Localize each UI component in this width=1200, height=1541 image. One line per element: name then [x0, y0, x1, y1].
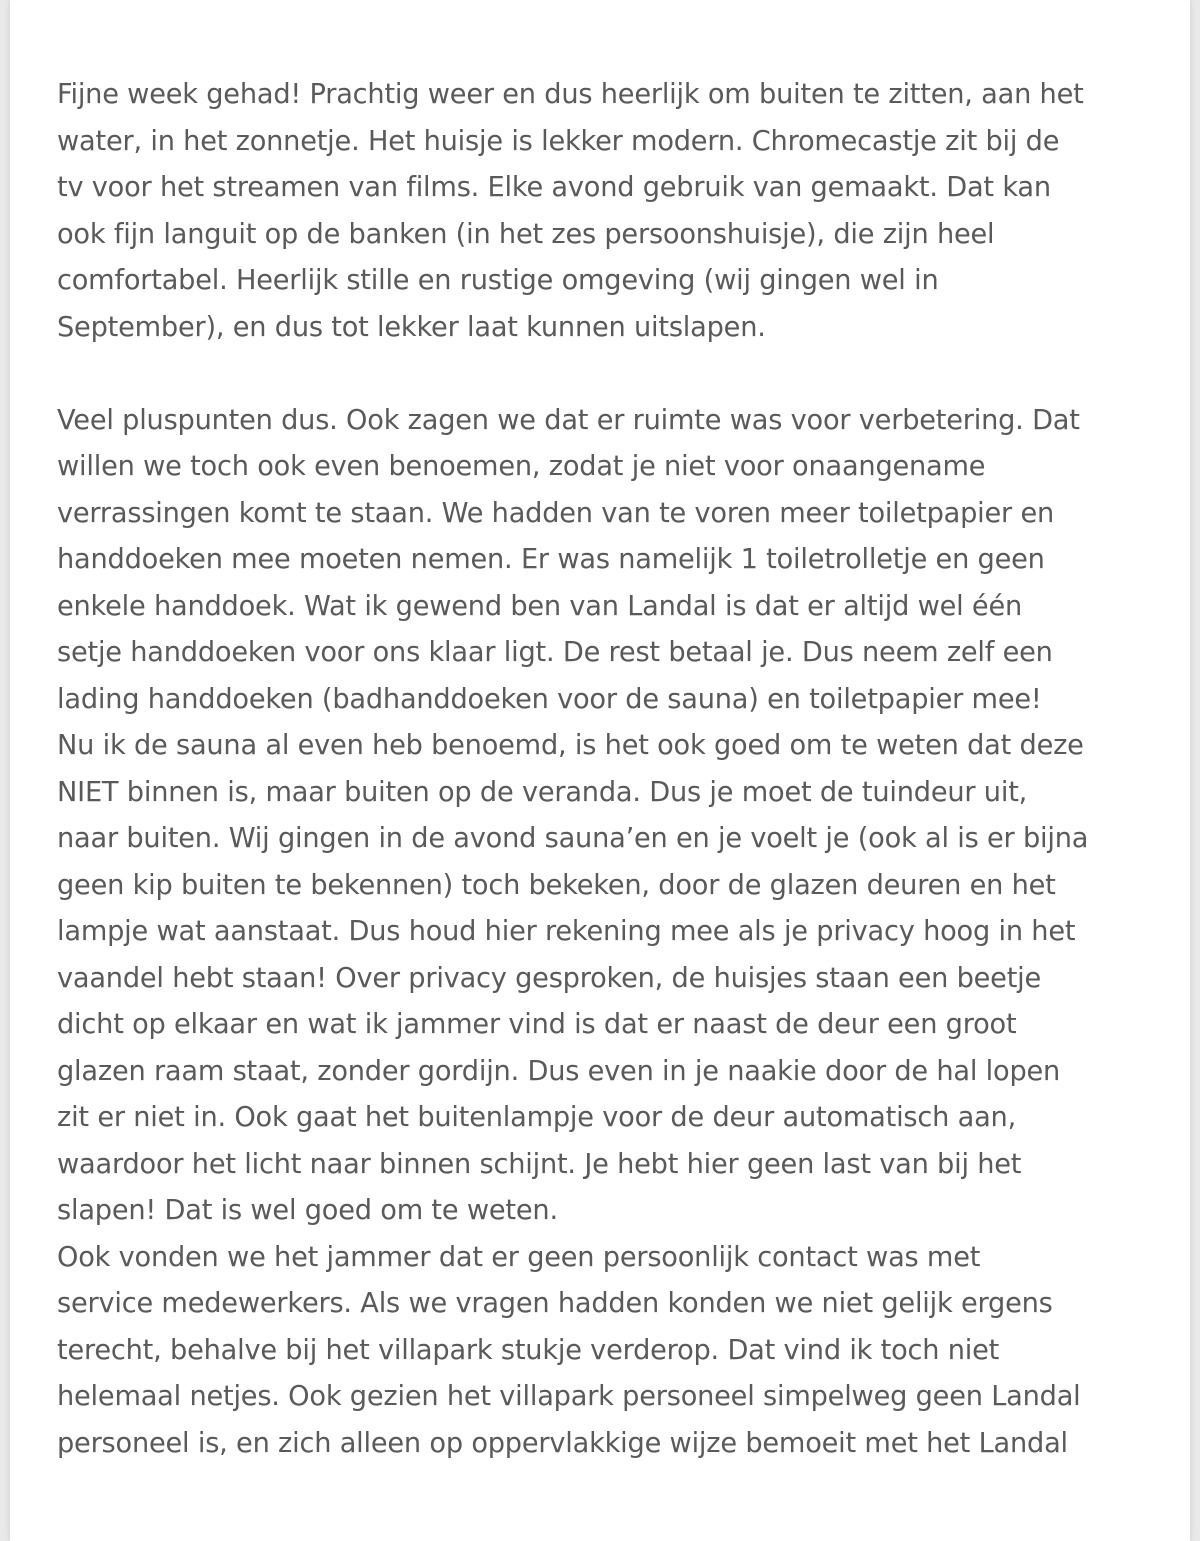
text-line: personeel is, en zich alleen op oppervlakkige wijze bemoeit met het Landal — [57, 1427, 1068, 1459]
text-line: willen we toch ook even benoemen, zodat je niet voor onaangename — [57, 451, 986, 482]
text-line: vaandel hebt staan! Over privacy gesproken, de huisjes staan een beetje — [57, 962, 1042, 994]
document-page — [10, 0, 1190, 1541]
text-line: verrassingen komt te staan. We hadden van te voren meer toiletpapier en — [57, 497, 1055, 529]
text-line: Veel pluspunten dus. Ook zagen we dat er ruimte was voor verbetering. Dat — [57, 404, 1080, 436]
text-line: ook fijn languit op de banken (in het zes persoonshuisje), die zijn heel — [57, 218, 995, 250]
text-line: service medewerkers. Als we vragen hadden konden we niet gelijk ergens — [57, 1288, 1053, 1319]
text-line: slapen! Dat is wel goed om te weten. — [57, 1195, 558, 1226]
text-line: tv voor het streamen van films. Elke avond gebruik van gemaakt. Dat kan — [57, 172, 1051, 203]
text-line: dicht op elkaar en wat ik jammer vind is dat er naast de deur een groot — [57, 1009, 1017, 1040]
text-line: geen kip buiten te bekennen) toch bekeken, door de glazen deuren en het — [57, 869, 1056, 901]
text-line: naar buiten. Wij gingen in de avond sauna’en en je voelt je (ook al is er bijna — [57, 823, 1089, 854]
paragraph-1 — [57, 72, 1167, 351]
text-line: handdoeken mee moeten nemen. Er was namelijk 1 toiletrolletje en geen — [57, 544, 1045, 575]
text-line: Nu ik de sauna al even heb benoemd, is het ook goed om te weten dat deze — [57, 730, 1084, 761]
text-line: waardoor het licht naar binnen schijnt. Je hebt hier geen last van bij het — [57, 1148, 1022, 1180]
paragraph-3 — [57, 1235, 1167, 1468]
text-line: comfortabel. Heerlijk stille en rustige omgeving (wij gingen wel in — [57, 265, 939, 296]
text-line: lading handdoeken (badhanddoeken voor de sauna) en toiletpapier mee! — [57, 683, 1042, 715]
paragraph-spacer — [57, 351, 1167, 398]
text-line: NIET binnen is, maar buiten op de veranda. Dus je moet de tuindeur uit, — [57, 776, 1028, 808]
text-line: glazen raam staat, zonder gordijn. Dus even in je naakie door de hal lopen — [57, 1055, 1061, 1087]
text-line: Fijne week gehad! Prachtig weer en dus heerlijk om buiten te zitten, aan het — [57, 79, 1084, 110]
text-line: helemaal netjes. Ook gezien het villapark personeel simpelweg geen Landal — [57, 1381, 1081, 1412]
text-line: setje handdoeken voor ons klaar ligt. De rest betaal je. Dus neem zelf een — [57, 637, 1053, 668]
text-line: water, in het zonnetje. Het huisje is lekker modern. Chromecastje zit bij de — [57, 125, 1060, 157]
text-line: enkele handdoek. Wat ik gewend ben van Landal is dat er altijd wel één — [57, 590, 1023, 622]
text-line: September), en dus tot lekker laat kunnen uitslapen. — [57, 311, 766, 343]
text-line: Ook vonden we het jammer dat er geen persoonlijk contact was met — [57, 1241, 981, 1273]
paragraph-2 — [57, 398, 1167, 1235]
text-line: lampje wat aanstaat. Dus houd hier rekening mee als je privacy hoog in het — [57, 916, 1076, 947]
text-line: zit er niet in. Ook gaat het buitenlampje voor de deur automatisch aan, — [57, 1102, 1017, 1133]
review-text — [57, 72, 1167, 1467]
text-line: terecht, behalve bij het villapark stukje verderop. Dat vind ik toch niet — [57, 1334, 1000, 1366]
